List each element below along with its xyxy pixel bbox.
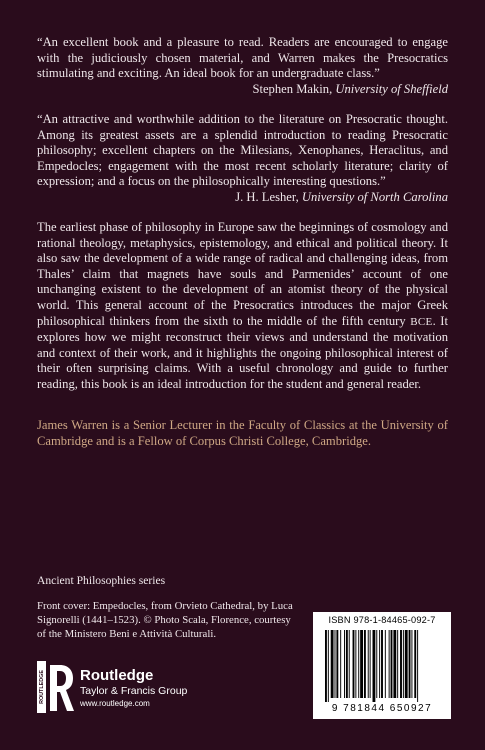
era-abbreviation: BCE	[410, 315, 433, 328]
review-quote-1-affiliation: University of Sheffield	[335, 81, 448, 96]
review-quote-2-name: J. H. Lesher,	[235, 189, 302, 204]
book-description-part-2: . It explores how we might reconstruct their views and understand the motivation and context of their work, and it highlights the ongoing philosophical interest of their often surprising claims. With a useful chronology and guide to further reading, this book is an ideal introduction for the student and general reader.	[37, 313, 448, 391]
series-name: Ancient Philosophies series	[37, 574, 166, 587]
routledge-logo-icon	[37, 661, 75, 713]
publisher-wordmark	[80, 667, 187, 710]
barcode-icon	[323, 630, 441, 702]
review-quote-1-text: “An excellent book and a pleasure to read. Readers are encouraged to engage with the judiciously chosen material, and Warren makes the Presocratics stimulating and exciting. An ideal book for an undergraduate class.”	[37, 35, 448, 81]
publisher-vertical-text: ROUTLEDGE	[38, 670, 45, 704]
review-quote-2-attribution	[227, 190, 448, 206]
cover-credit: Front cover: Empedocles, from Orvieto Cathedral, by Luca Signorelli (1441–1523). © Photo Scala, Florence, courtesy of the Ministero Beni e Attività Culturali.	[37, 600, 293, 641]
review-quote-1-attribution	[37, 82, 448, 98]
review-quote-2	[37, 112, 448, 206]
publisher-logo	[37, 659, 247, 717]
review-quote-2-affiliation: University of North Carolina	[301, 189, 448, 204]
publisher-group: Taylor & Francis Group	[80, 685, 188, 697]
barcode-panel	[313, 612, 451, 719]
review-quote-2-text: “An attractive and worthwhile addition to the literature on Presocratic thought. Among its greatest assets are a splendid introduction to reading Presocratic philosophy; excellent chapters on the Milesians, Xenophanes, Heraclitus, and Empedocles; engagement with the most recent scholarly literature; clarity of expression; and a focus on the philosophically interesting questions.”	[37, 112, 448, 189]
publisher-url: www.routledge.com	[80, 699, 150, 708]
author-bio: James Warren is a Senior Lecturer in the Faculty of Classics at the University of Cambridge and is a Fellow of Corpus Christi College, Cambridge.	[37, 418, 448, 448]
review-quote-1-name: Stephen Makin,	[252, 81, 336, 96]
book-description	[37, 220, 448, 393]
barcode-digits: 9 781844 650927	[331, 703, 433, 714]
isbn-label: ISBN 978-1-84465-092-7	[328, 615, 436, 625]
review-quote-1	[37, 35, 448, 97]
book-description-part-1: The earliest phase of philosophy in Europe saw the beginnings of cosmology and rational theology, metaphysics, epistemology, and ethical and political theory. It also saw the development of a wide range of radical and challenging ideas, from Thales’ claim that magnets have souls and Parmenides’ account of one unchanging existent to the development of an atomist theory of the physical world. This general account of the Presocratics introduces the major Greek philosophical thinkers from the sixth to the middle of the fifth century	[37, 220, 448, 328]
publisher-name: Routledge	[80, 667, 154, 684]
